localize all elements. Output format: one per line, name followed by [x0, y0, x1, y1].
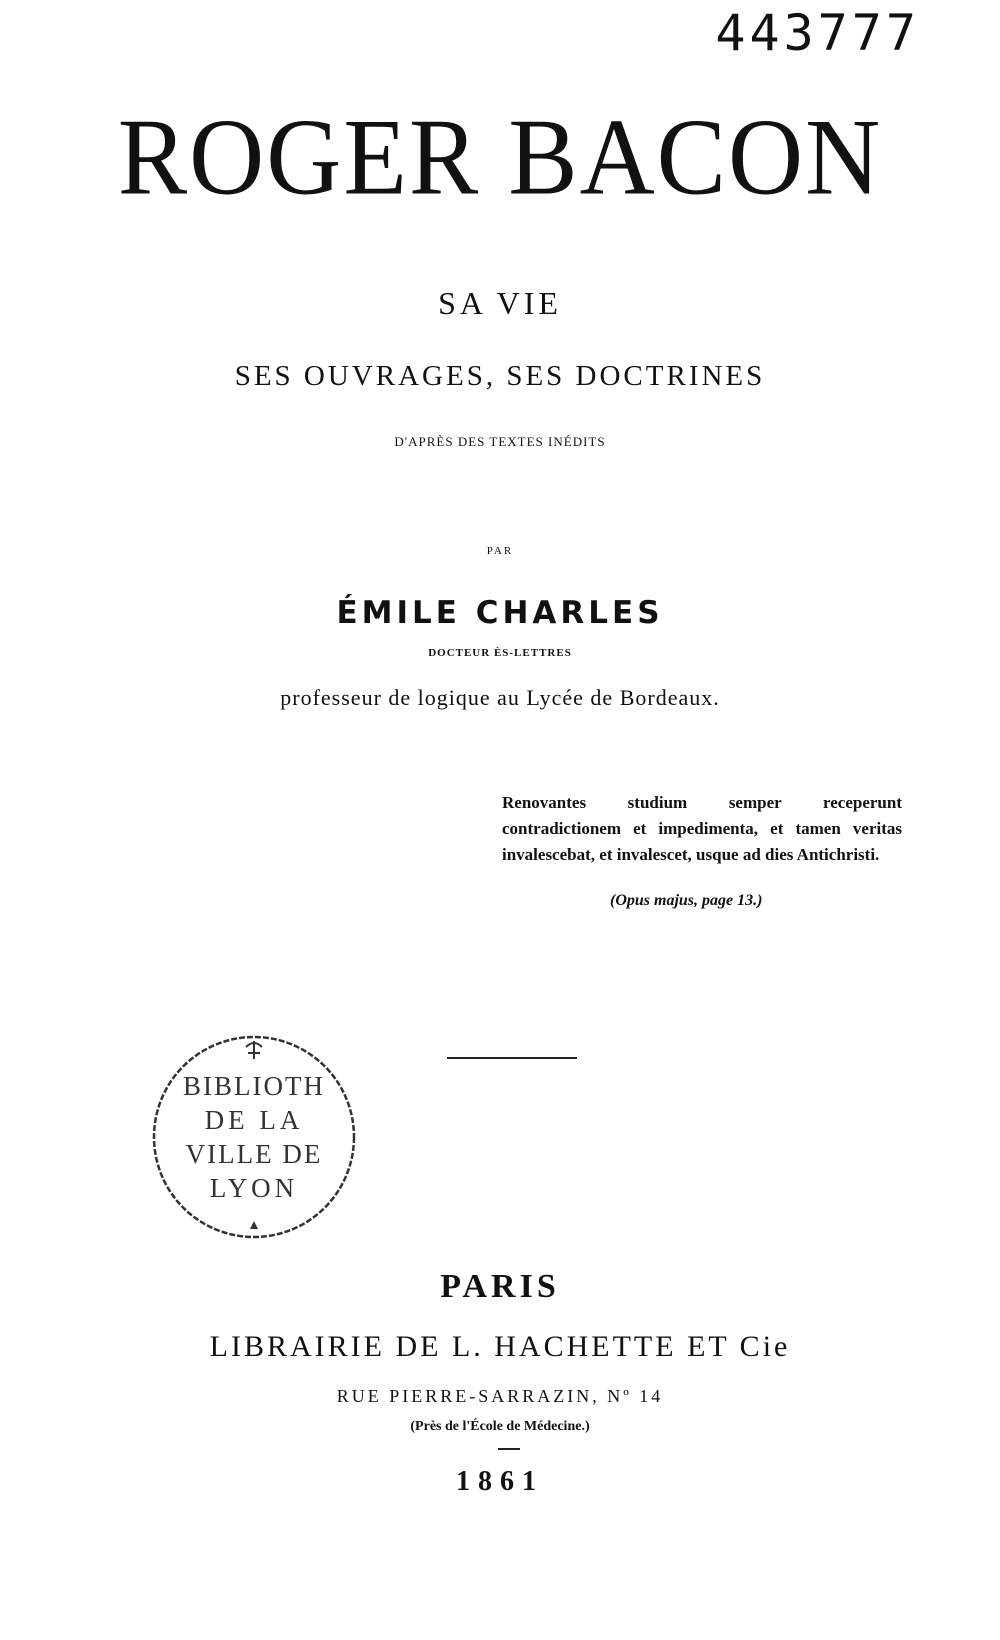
- library-stamp: [150, 1033, 358, 1241]
- fleur-de-lis-icon: [246, 1041, 262, 1059]
- divider-rule: [447, 1057, 577, 1059]
- by-line: PAR: [486, 545, 514, 557]
- publisher-address: RUE PIERRE-SARRAZIN, Nº 14: [336, 1386, 664, 1406]
- author-degree: DOCTEUR ÈS-LETTRES: [428, 647, 572, 659]
- author-position: professeur de logique au Lycée de Bordeaux.: [280, 685, 720, 710]
- stamp-line-1: BIBLIOTH: [183, 1071, 325, 1101]
- book-title: ROGER BACON: [117, 97, 883, 218]
- shelfmark-number: 443777: [715, 4, 920, 62]
- publisher-city: PARIS: [440, 1268, 560, 1305]
- stamp-line-4: LYON: [209, 1173, 299, 1203]
- star-ornament-icon: [250, 1221, 258, 1229]
- publisher-name: LIBRAIRIE DE L. HACHETTE ET Cie: [209, 1330, 791, 1363]
- short-rule: [498, 1448, 520, 1450]
- epigraph-source: (Opus majus, page 13.): [610, 892, 763, 909]
- publisher-note: (Près de l'École de Médecine.): [410, 1419, 590, 1434]
- stamp-line-3: VILLE DE: [185, 1139, 323, 1169]
- subtitle-life: SA VIE: [438, 285, 562, 321]
- publication-year: 1861: [456, 1466, 544, 1497]
- subtitle-works: SES OUVRAGES, SES DOCTRINES: [234, 360, 766, 392]
- subtitle-sources: D'APRÈS DES TEXTES INÉDITS: [394, 434, 606, 449]
- epigraph-text: Renovantes studium semper receperunt contradictionem et impedimenta, et tamen veritas invalescebat, et invalescet, usque ad dies Antichristi.: [502, 793, 902, 864]
- author-name: ÉMILE CHARLES: [336, 595, 664, 631]
- stamp-line-2: DE LA: [204, 1105, 304, 1135]
